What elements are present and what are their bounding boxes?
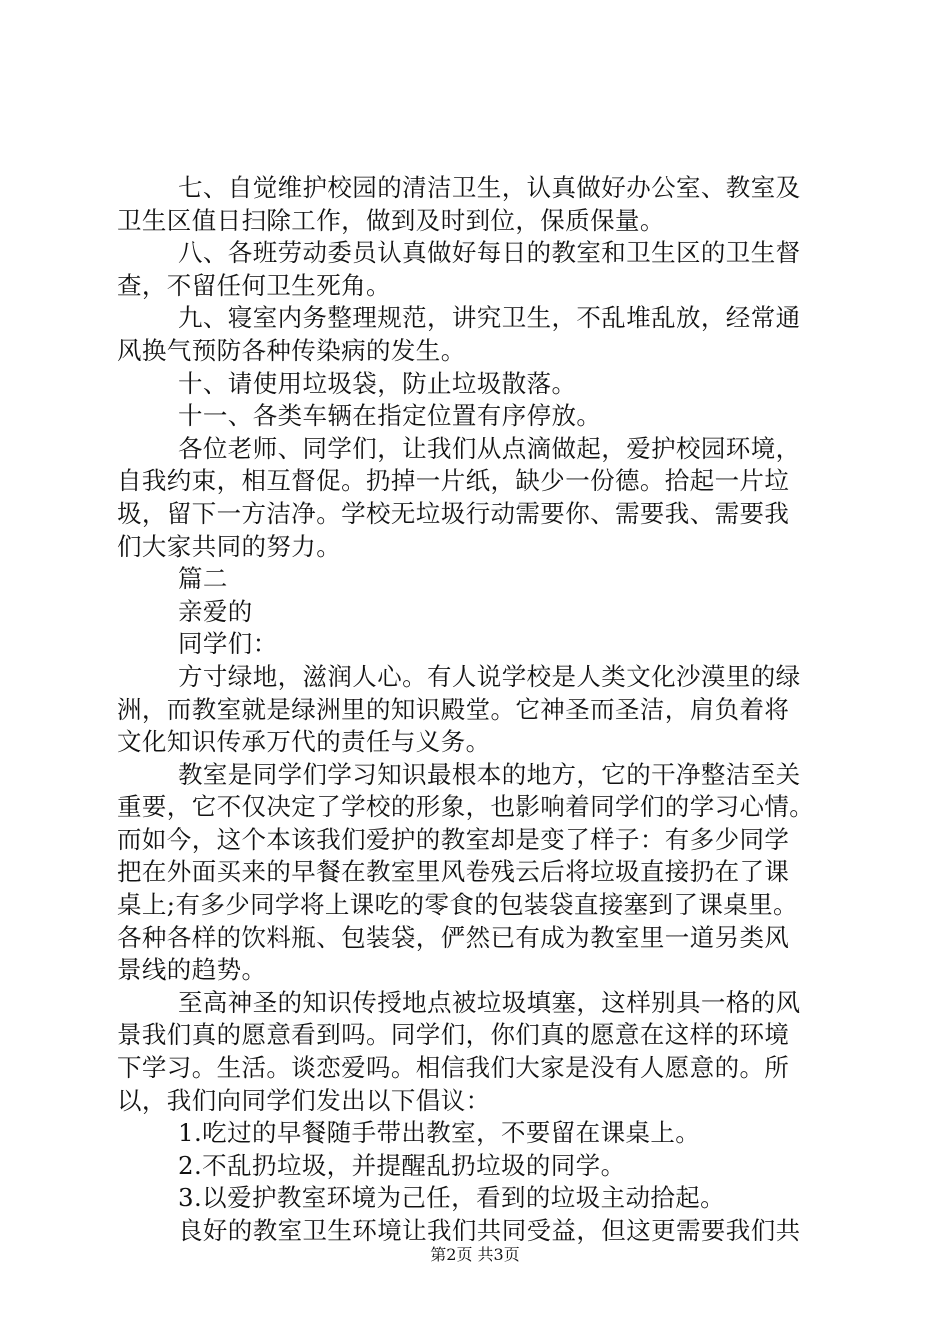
text-line: 教室是同学们学习知识最根本的地方，它的干净整洁至关 [178,759,801,789]
text-line: 把在外面买来的早餐在教室里风卷残云后将垃圾直接扔在了课 [117,857,790,887]
text-line: 至高神圣的知识传授地点被垃圾填塞，这样别具一格的风 [178,987,801,1017]
text-line: 下学习。生活。谈恋爱吗。相信我们大家是没有人愿意的。所 [117,1053,790,1083]
text-line: 而如今，这个本该我们爱护的教室却是变了样子：有多少同学 [117,824,790,854]
text-line: 文化知识传承万代的责任与义务。 [117,727,491,757]
text-line: 九、寝室内务整理规范，讲究卫生，不乱堆乱放，经常通 [178,303,801,333]
text-line: 景我们真的愿意看到吗。同学们，你们真的愿意在这样的环境 [117,1020,790,1050]
page-footer: 第2页 共3页 [430,1245,520,1264]
text-line: 景线的趋势。 [117,955,267,985]
text-line: 七、自觉维护校园的清洁卫生，认真做好办公室、教室及 [178,173,801,202]
text-line: 查，不留任何卫生死角。 [117,270,391,300]
text-line: 2.不乱扔垃圾，并提醒乱扔垃圾的同学。 [178,1150,626,1180]
text-line: 八、各班劳动委员认真做好每日的教室和卫生区的卫生督 [178,238,801,268]
text-line: 3.以爱护教室环境为己任，看到的垃圾主动拾起。 [178,1183,726,1213]
text-line: 桌上;有多少同学将上课吃的零食的包装袋直接塞到了课桌里。 [117,890,798,920]
text-line: 十、请使用垃圾袋，防止垃圾散落。 [178,368,577,398]
text-line: 篇二 [178,564,228,594]
text-line: 们大家共同的努力。 [117,531,342,561]
text-line: 同学们： [178,629,278,659]
text-line: 自我约束，相互督促。扔掉一片纸，缺少一份德。拾起一片垃 [117,466,790,496]
text-line: 重要，它不仅决定了学校的形象，也影响着同学们的学习心情。 [117,792,815,822]
text-line: 亲爱的 [178,596,253,626]
text-line: 方寸绿地，滋润人心。有人说学校是人类文化沙漠里的绿 [178,661,801,691]
text-line: 各种各样的饮料瓶、包装袋，俨然已有成为教室里一道另类风 [117,922,790,952]
text-line: 1.吃过的早餐随手带出教室，不要留在课桌上。 [178,1118,701,1148]
text-line: 良好的教室卫生环境让我们共同受益，但这更需要我们共 [178,1216,801,1245]
text-line: 圾，留下一方洁净。学校无垃圾行动需要你、需要我、需要我 [117,498,790,528]
text-line: 洲，而教室就是绿洲里的知识殿堂。它神圣而圣洁，肩负着将 [117,694,790,724]
text-line: 以，我们向同学们发出以下倡议： [117,1085,491,1115]
text-line: 各位老师、同学们，让我们从点滴做起，爱护校园环境， [178,433,801,463]
text-line: 卫生区值日扫除工作，做到及时到位，保质保量。 [117,205,665,235]
text-line: 风换气预防各种传染病的发生。 [117,335,466,365]
document-body [117,172,837,1248]
text-line: 十一、各类车辆在指定位置有序停放。 [178,401,602,431]
